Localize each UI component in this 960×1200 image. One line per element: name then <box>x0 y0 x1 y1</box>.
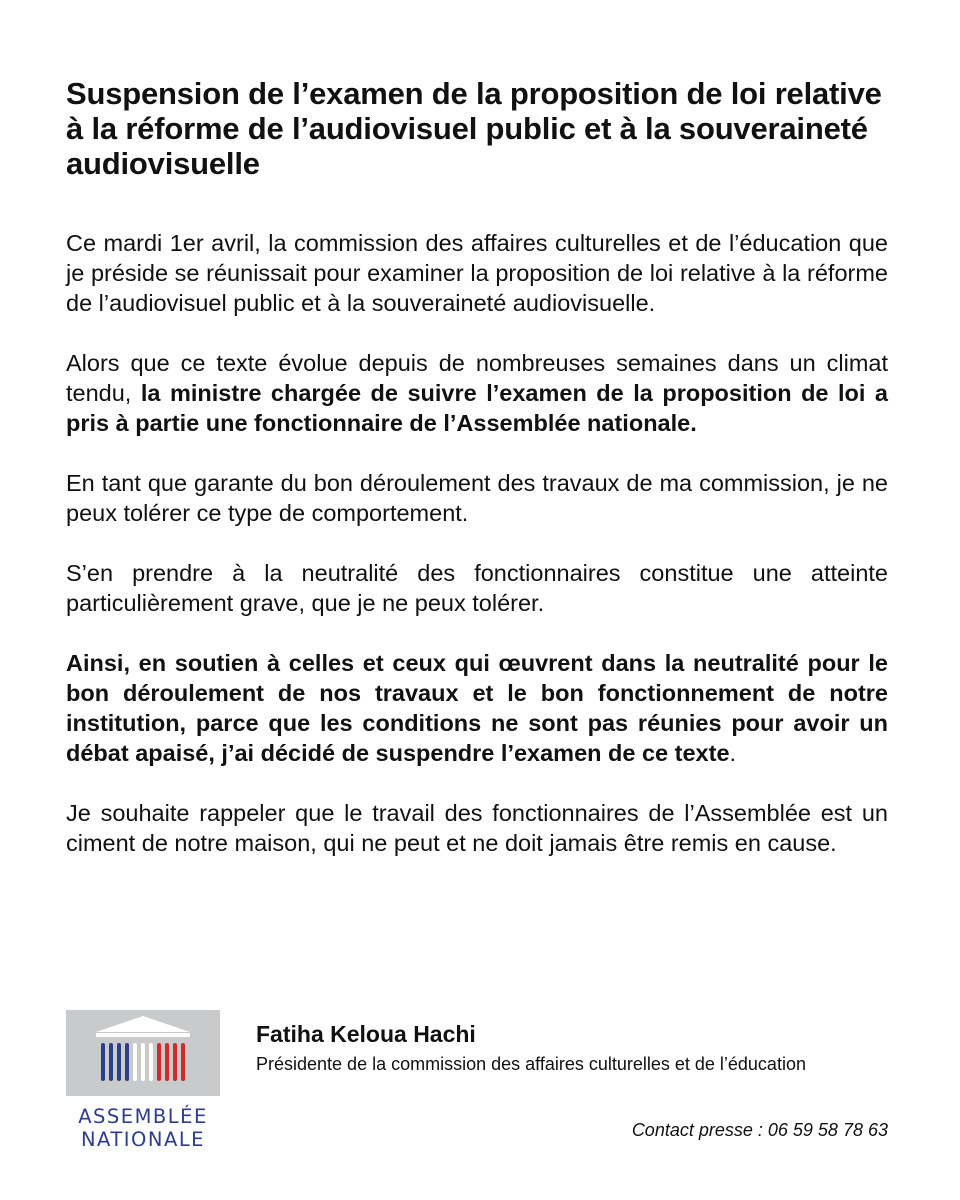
logo-emblem-background <box>66 1010 220 1096</box>
signature-block <box>256 1020 806 1076</box>
press-contact: Contact presse : 06 59 58 78 63 <box>631 1120 888 1140</box>
logo-text-line1: ASSEMBLÉE <box>78 1105 208 1128</box>
paragraph-1: Ce mardi 1er avril, la commission des affaires culturelles et de l’éducation que je préside se réunissait pour examiner la proposition de loi relative à la réforme de l’audiovisuel public et à la souveraineté audiovisuelle. <box>66 230 888 316</box>
logo-text-line2: NATIONALE <box>80 1128 206 1151</box>
paragraph-5-highlight: Ainsi, en soutien à celles et ceux qui œuvrent dans la neutralité pour le bon déroulement de nos travaux et le bon fonctionnement de notre institution, parce que les conditions ne sont pas réunies pour avoir un débat apaisé, j’ai décidé de suspendre l’examen de ce texte <box>66 650 888 766</box>
paragraph-2-highlight: la ministre chargée de suivre l’examen de la proposition de loi a pris à partie une fonctionnaire de l’Assemblée nationale. <box>66 380 889 436</box>
paragraph-4: S’en prendre à la neutralité des fonctionnaires constitue une atteinte particulièrement grave, que je ne peux tolérer. <box>66 560 888 616</box>
signatory-role: Présidente de la commission des affaires culturelles et de l’éducation <box>256 1054 806 1074</box>
signatory-name: Fatiha Keloua Hachi <box>256 1021 476 1047</box>
press-release-body <box>66 228 888 888</box>
page-title: Suspension de l’examen de la proposition de loi relative à la réforme de l’audiovisuel public et à la souveraineté audiovisuelle <box>66 76 882 181</box>
hemicycle-icon <box>66 1010 220 1096</box>
paragraph-2-intro: Alors que ce texte évolue depuis de nombreuses semaines dans un climat tendu, <box>66 350 888 406</box>
paragraph-5 <box>66 648 888 768</box>
paragraph-3: En tant que garante du bon déroulement des travaux de ma commission, je ne peux tolérer ce type de comportement. <box>66 470 888 526</box>
paragraph-5-end: . <box>729 740 737 766</box>
paragraph-2 <box>66 348 888 438</box>
paragraph-6: Je souhaite rappeler que le travail des fonctionnaires de l’Assemblée est un ciment de notre maison, qui ne peut et ne doit jamais être remis en cause. <box>66 800 888 856</box>
assemblee-nationale-logo <box>66 1010 220 1152</box>
